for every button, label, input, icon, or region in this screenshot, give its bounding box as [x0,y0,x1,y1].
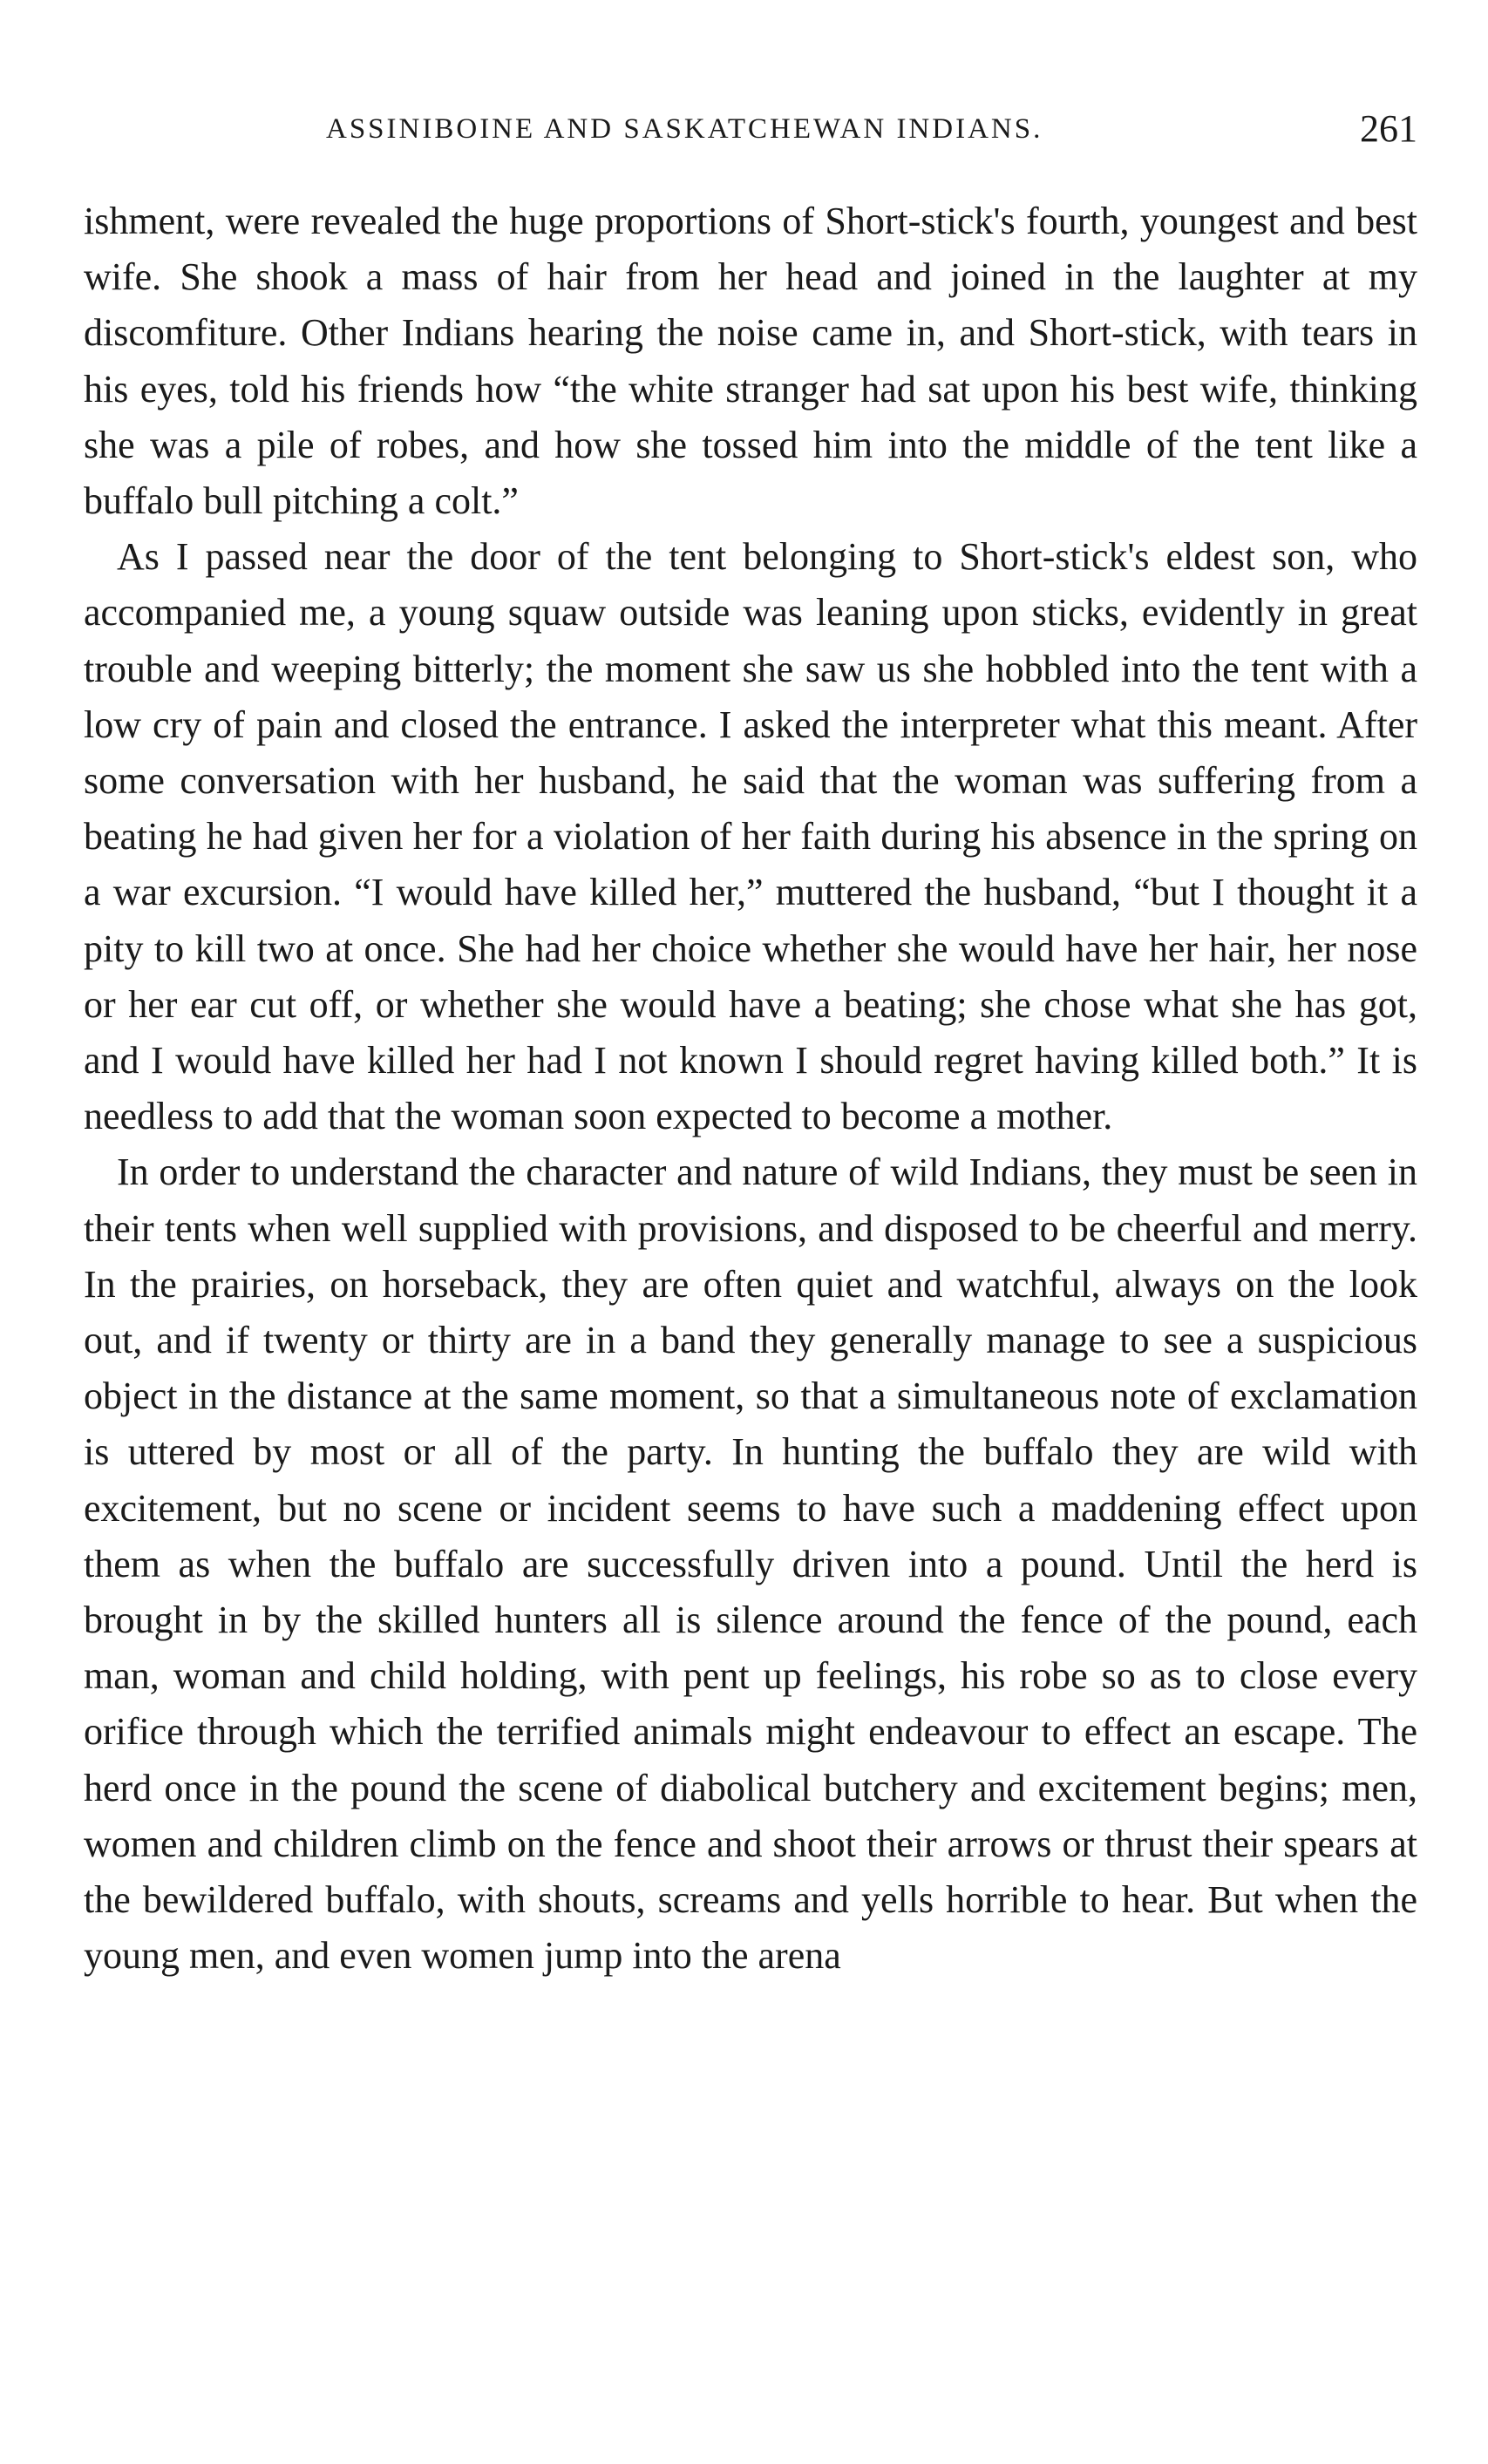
page-number: 261 [1360,107,1417,150]
body-text [84,193,1417,1985]
running-header [84,103,1417,164]
running-title: ASSINIBOINE AND SASKATCHEWAN INDIANS. [326,113,1043,145]
paragraph-squaw-story: As I passed near the door of the tent belonging to Short-stick's eldest son, who accompanied me, a young squaw outside was leaning upon sticks, evidently in great trouble and weeping bitterly; the moment she saw us she hobbled into the tent with a low cry of pain and closed the entrance. I asked the interpreter what this meant. After some conversation with her husband, he said that the woman was suffering from a beating he had given her for a violation of her faith during his absence in the spring on a war excursion. “I would have killed her,” muttered the husband, “but I thought it a pity to kill two at once. She had her choice whether she would have her hair, her nose or her ear cut off, or whether she would have a beating; she chose what she has got, and I would have killed her had I not known I should regret having killed both.” It is needless to add that the woman soon expected to become a mother. [84,535,1417,1138]
paragraph-continued: ishment, were revealed the huge proportions of Short-stick's fourth, youngest and best wife. She shook a mass of hair from her head and joined in the laughter at my discomfiture. Other Indians hearing the noise came in, and Short-stick, with tears in his eyes, told his friends how “the white stranger had sat upon his best wife, thinking she was a pile of robes, and how she tossed him into the middle of the tent like a buffalo bull pitching a colt.” [84,200,1417,523]
paragraph-wild-indians: In order to understand the character and nature of wild Indians, they must be seen in their tents when well supplied with provisions, and disposed to be cheerful and merry. In the prairies, on horseback, they are often quiet and watchful, always on the look out, and if twenty or thirty are in a band they generally manage to see a suspicious object in the distance at the same moment, so that a simultaneous note of exclamation is uttered by most or all of the party. In hunting the buffalo they are wild with excitement, but no scene or incident seems to have such a maddening effect upon them as when the buffalo are successfully driven into a pound. Until the herd is brought in by the skilled hunters all is silence around the fence of the pound, each man, woman and child holding, with pent up feelings, his robe so as to close every orifice through which the terrified animals might endeavour to effect an escape. The herd once in the pound the scene of diabolical butchery and excitement begins; men, women and children climb on the fence and shoot their arrows or thrust their spears at the bewildered buffalo, with shouts, screams and yells horrible to hear. But when the young men, and even women jump into the arena [84,1151,1417,1978]
